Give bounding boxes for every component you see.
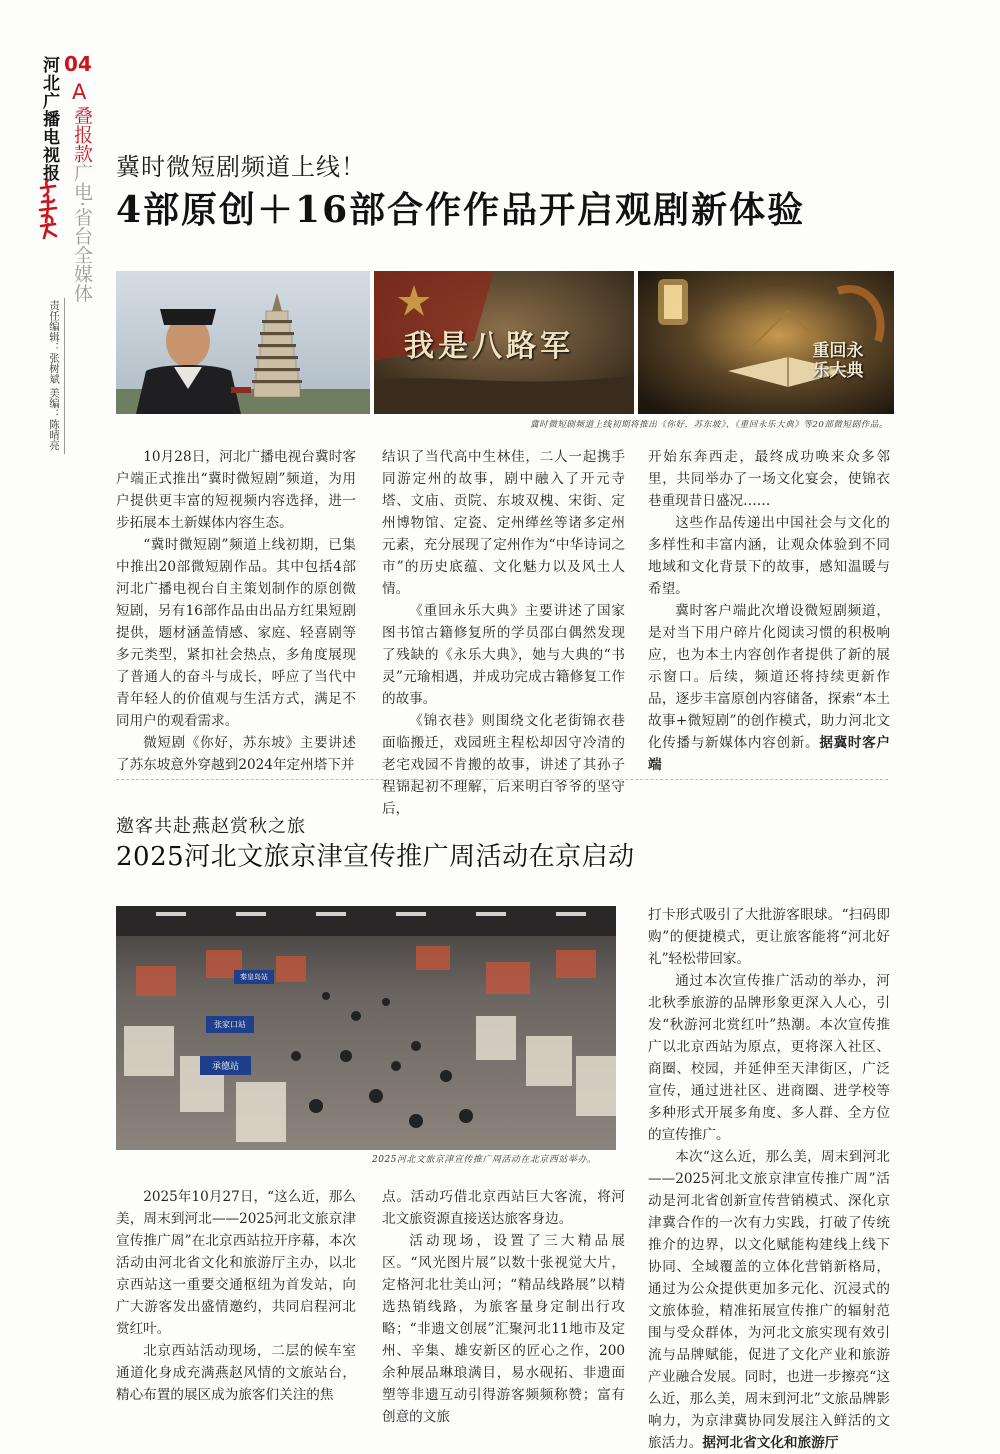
paragraph: 北京西站活动现场，二层的候车室通道化身成充满燕赵风情的文旅站台，精心布置的展区成为旅客们关注的焦 [116, 1343, 356, 1403]
section-name-grey: 广电·省台全媒体 [71, 163, 93, 303]
paragraph: 这些作品传递出中国社会与文化的多样性和丰富内涵，让观众体验到不同地域和文化背景下的故事，感知温暖与希望。 [648, 515, 890, 597]
paragraph [648, 600, 890, 776]
paragraph: 打卡形式吸引了大批游客眼球。“扫码即购”的便捷模式，更让旅客能将“河北好礼”轻松带回家。 [648, 907, 890, 967]
article1-byline: 据冀时客户端 [648, 735, 891, 773]
station-sign: 承德站 [200, 1056, 251, 1075]
newspaper-logo [36, 178, 60, 240]
article2-col1 [116, 1186, 356, 1406]
photo-balujun-overlay: 我是八路军 [404, 329, 574, 364]
photo-yongle-overlay: 重回永乐大典 [812, 341, 864, 381]
article1-caption: 冀时微短剧频道上线初期将推出《你好，苏东坡》、《重回永乐大典》等20部微短剧作品。 [530, 420, 888, 430]
section-name [71, 106, 93, 302]
section-letter: A [72, 80, 87, 104]
paper-name: 河北广播电视报 [39, 56, 59, 182]
photo-yongle [638, 271, 894, 414]
rail-divider [64, 298, 65, 454]
paragraph: 活动现场，设置了三大精品展区。“风光图片展”以数十张视觉大片，定格河北壮美山河；“精品线路展”以精选热销线路，为旅客量身定制出行攻略；“非遗文创展”汇聚河北11地市及定州、辛集、雄安新区的匠心之作，200余种展品琳琅满目，易水砚拓、非遗面塑等非遗互动引得游客频频称赞；富有创意的文旅 [382, 1233, 625, 1425]
paragraph-text: 本次“这么近，那么美，周末到河北——2025河北文旅京津宣传推广周”活动是河北省创新宣传营销模式、深化京津冀合作的一次有力实践，打破了传统推介的边界，以文化赋能构建线上线下协同、全域覆盖的立体化营销新格局，通过为公众提供更加多元化、沉浸式的文旅体验，精准拓展宣传推广的辐射范围与受众群体，为河北文旅实现有效引流与品牌赋能，促进了文化产业和旅游产业融合发展。同时，也进一步擦亮“这么近，那么美，周末到河北”文旅品牌影响力，为京津冀协同发展注入鲜活的文旅活力。 [648, 1149, 890, 1451]
article1-col3 [648, 446, 890, 776]
article1-title: 4部原创＋16部合作作品开启观剧新体验 [116, 189, 806, 231]
editor-credits: 责任编辑：张树斌 美编：陈晴亮 [48, 300, 60, 451]
article-divider [116, 779, 888, 780]
page-number: 04 [64, 52, 92, 76]
paragraph: 10月28日，河北广播电视台冀时客户端正式推出“冀时微短剧”频道，为用户提供更丰富的短视频内容选择，进一步拓展本土新媒体内容生态。 [116, 449, 356, 531]
station-sign: 张家口站 [206, 1016, 254, 1033]
paragraph: 开始东奔西走，最终成功唤来众多邻里，共同举办了一场文化宴会，使锦衣巷重现昔日盛况…… [648, 449, 890, 509]
photo-balujun [374, 271, 634, 414]
paragraph: 2025年10月27日，“这么近，那么美，周末到河北——2025河北文旅京津宣传推广周”在北京西站拉开序幕，本次活动由河北省文化和旅游厅主办，以北京西站这一重要交通枢纽为首发站，向广大游客发出盛情邀约，共同启程河北赏红叶。 [116, 1189, 356, 1337]
photo-beijing-west-station [116, 906, 616, 1150]
photo-su-dongpo [116, 271, 370, 414]
article2-col3 [648, 904, 890, 1454]
article2-title: 2025河北文旅京津宣传推广周活动在京启动 [116, 842, 635, 872]
paragraph: 通过本次宣传推广活动的举办，河北秋季旅游的品牌形象更深入人心，引发“秋游河北赏红叶”热潮。本次宣传推广以北京西站为原点，更将深入社区、商圈、校园，并延伸至天津街区，广泛宣传，通过进社区、进商圈、进学校等多种形式开展多角度、多人群、全方位的宣传推广。 [648, 973, 890, 1143]
paragraph: 《锦衣巷》则围绕文化老街锦衣巷面临搬迁，戏园班主程松却因守冷清的老宅戏园不肯搬的故事，讲述了其孙子程锦起初不理解，后来明白爷爷的坚守后， [382, 713, 625, 817]
paragraph: 点。活动巧借北京西站巨大客流，将河北文旅资源直接送达旅客身边。 [382, 1189, 625, 1227]
paragraph [648, 1146, 890, 1454]
paragraph-text: 冀时客户端此次增设微短剧频道，是对当下用户碎片化阅读习惯的积极响应，也为本土内容创作者提供了新的展示窗口。后续，频道还将持续更新作品，逐步丰富原创内容储备，探索“本土故事+微短剧”的创作模式，助力河北文化传播与新媒体内容创新。 [648, 603, 890, 751]
paragraph: 结识了当代高中生林佳，二人一起携手同游定州的故事，剧中融入了开元寺塔、文庙、贡院、东坡双槐、宋街、定州博物馆、定瓷、定州缂丝等诸多定州元素，充分展现了定州作为“中华诗词之市”的历史底蕴、文化魅力以及风土人情。 [382, 449, 625, 597]
article1-subtitle: 冀时微短剧频道上线！ [116, 153, 366, 181]
article2-caption: 2025河北文旅京津宣传推广周活动在北京西站举办。 [372, 1155, 597, 1165]
article2-subtitle: 邀客共赴燕赵赏秋之旅 [116, 816, 306, 837]
article2-col2 [382, 1186, 625, 1428]
article2-byline: 据河北省文化和旅游厅 [702, 1435, 839, 1451]
paragraph: “冀时微短剧”频道上线初期，已集中推出20部微短剧作品。其中包括4部河北广播电视台自主策划制作的原创微短剧，另有16部作品由出品方红果短剧提供，题材涵盖情感、家庭、轻喜剧等多元类型，紧扣社会热点，多角度展现了普通人的奋斗与成长，呼应了当代中青年轻人的价值观与生活方式，满足不同用户的观看需求。 [116, 537, 356, 729]
station-sign: 秦皇岛站 [234, 970, 274, 984]
paragraph: 微短剧《你好，苏东坡》主要讲述了苏东坡意外穿越到2024年定州塔下并 [116, 735, 356, 773]
article1-col2 [382, 446, 625, 820]
article1-col1 [116, 446, 356, 776]
section-name-red: 叠报款 [71, 106, 93, 163]
paragraph: 《重回永乐大典》主要讲述了国家图书馆古籍修复所的学员邵白偶然发现了残缺的《永乐大典》，她与大典的“书灵”元瑜相遇，并成功完成古籍修复工作的故事。 [382, 603, 625, 707]
